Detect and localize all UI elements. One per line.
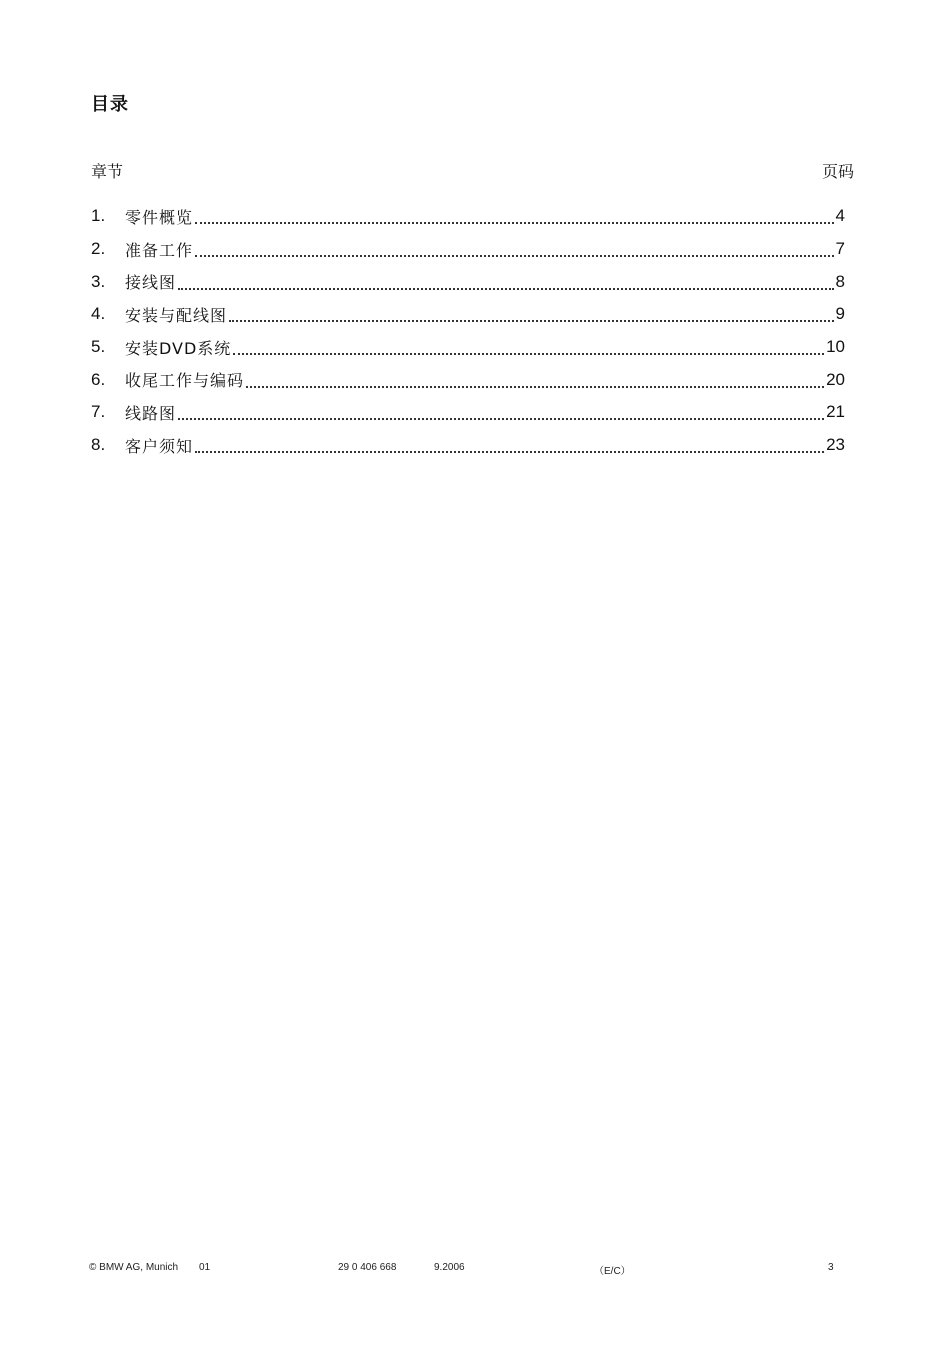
toc-entry-title: 零件概览 [125, 207, 194, 227]
footer-date: 9.2006 [434, 1262, 465, 1273]
chapter-column-header: 章节 [91, 162, 124, 181]
toc-entry-number: 7. [91, 402, 106, 422]
dot-leader [229, 304, 834, 322]
toc-entry-title: 接线图 [125, 273, 177, 293]
toc-entry-number: 4. [91, 304, 106, 324]
footer-page-number: 3 [828, 1262, 834, 1273]
toc-entry[interactable] [91, 363, 845, 396]
dot-leader [195, 206, 834, 224]
toc-entry[interactable] [91, 298, 845, 331]
toc-entry-page: 4 [835, 206, 845, 226]
toc-entry[interactable] [91, 429, 845, 462]
toc-entry-title: 准备工作 [125, 240, 194, 260]
toc-entry-page: 20 [826, 369, 845, 389]
toc-entry-page: 8 [835, 271, 845, 291]
toc-entry[interactable] [91, 331, 845, 364]
toc-entry-number: 5. [91, 337, 106, 357]
toc-entry-number: 1. [91, 206, 106, 226]
dot-leader [233, 337, 824, 355]
toc-entry-title: 安装DVD系统 [125, 338, 232, 358]
table-of-contents [91, 200, 845, 462]
toc-entry-page: 23 [826, 435, 845, 455]
toc-entry[interactable] [91, 396, 845, 429]
toc-entry-number: 2. [91, 239, 106, 259]
toc-entry-number: 6. [91, 369, 106, 389]
dot-leader [178, 402, 824, 420]
footer-copyright: © BMW AG, Munich [89, 1262, 179, 1273]
footer-market-code: （E/C） [594, 1266, 631, 1277]
toc-entry-title: 客户须知 [125, 436, 194, 456]
dot-leader [195, 239, 834, 257]
toc-entry[interactable] [91, 200, 845, 233]
footer-part-number: 29 0 406 668 [338, 1262, 397, 1273]
toc-entry-page: 9 [835, 304, 845, 324]
toc-entry[interactable] [91, 233, 845, 266]
dot-leader [246, 370, 824, 388]
toc-entry-number: 3. [91, 271, 106, 291]
page-column-header: 页码 [822, 162, 855, 181]
dot-leader [178, 272, 834, 290]
toc-entry[interactable] [91, 265, 845, 298]
dot-leader [195, 435, 824, 453]
page-title: 目录 [91, 94, 129, 115]
toc-entry-title: 安装与配线图 [125, 305, 228, 325]
toc-entry-page: 7 [835, 239, 845, 259]
footer-edition: 01 [199, 1262, 211, 1273]
toc-entry-page: 21 [826, 402, 845, 422]
toc-entry-page: 10 [826, 337, 845, 357]
toc-entry-number: 8. [91, 435, 106, 455]
toc-entry-title: 线路图 [125, 403, 177, 423]
toc-entry-title: 收尾工作与编码 [125, 371, 245, 391]
